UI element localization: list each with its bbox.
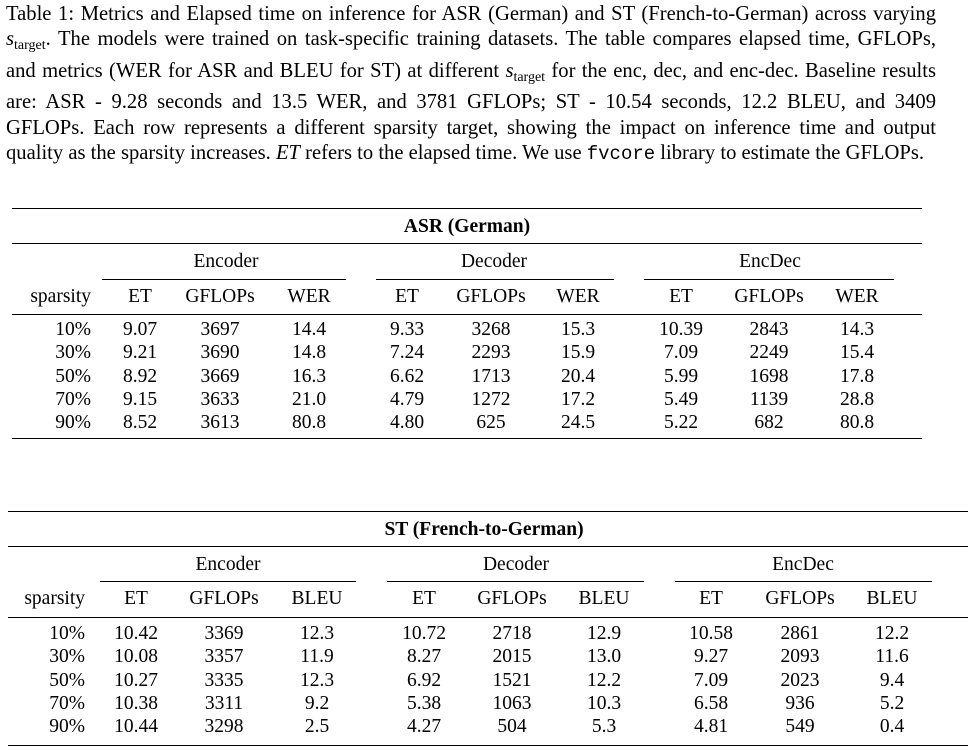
group-header-encdec: EncDec <box>739 251 801 272</box>
table-cell: 12.2 <box>874 623 910 644</box>
table-cell: 3697 <box>200 319 240 340</box>
table-cell: 8.52 <box>122 412 158 434</box>
table-cell: 5.49 <box>663 388 699 410</box>
table-cell-sparsity: 30% <box>55 342 91 364</box>
table-cell: 80.8 <box>291 412 327 434</box>
table-cell-sparsity: 50% <box>55 365 91 387</box>
table-cell: 3298 <box>204 716 244 738</box>
table-cell-sparsity: 90% <box>55 412 91 434</box>
table-cell-sparsity: 30% <box>49 646 85 668</box>
table-cell-sparsity: 70% <box>49 692 85 714</box>
table-cell: 7.09 <box>663 342 699 364</box>
table-cell: 549 <box>785 716 815 738</box>
table-cell: 5.99 <box>663 365 699 387</box>
column-header: ET <box>412 588 436 609</box>
column-header: ET <box>669 286 693 307</box>
column-header: WER <box>556 286 600 307</box>
table-cell: 13.0 <box>586 646 622 668</box>
table-cell: 2293 <box>471 342 511 364</box>
table-cell: 3335 <box>204 669 244 691</box>
table-cell: 9.33 <box>389 319 425 340</box>
table-cell: 3369 <box>204 623 244 644</box>
table-cell: 1698 <box>749 365 789 387</box>
group-cmidrule <box>100 581 356 582</box>
table-cell: 6.58 <box>693 692 729 714</box>
table-cell: 10.27 <box>114 669 158 691</box>
table-cell: 8.92 <box>122 365 158 387</box>
group-header-encoder: Encoder <box>193 251 259 272</box>
table-cell: 12.9 <box>586 623 622 644</box>
table-cell: 5.38 <box>406 692 442 714</box>
group-cmidrule <box>644 279 894 280</box>
table-cell-sparsity: 10% <box>49 623 85 644</box>
group-header-decoder: Decoder <box>460 251 528 272</box>
table-cell: 14.4 <box>291 319 327 340</box>
bottom-rule <box>8 745 968 746</box>
table-cell-sparsity: 10% <box>55 319 91 340</box>
table-cell: 4.81 <box>693 716 729 738</box>
table-cell: 9.15 <box>122 388 158 410</box>
table-cell-sparsity: 70% <box>55 388 91 410</box>
column-header: WER <box>835 286 879 307</box>
table-cell: 936 <box>785 692 815 714</box>
table-cell: 15.4 <box>839 342 875 364</box>
column-header: GFLOPs <box>185 286 255 307</box>
top-rule <box>12 208 922 209</box>
table-cell: 6.92 <box>406 669 442 691</box>
table-cell: 15.9 <box>560 342 596 364</box>
table-cell: 12.2 <box>586 669 622 691</box>
bottom-rule <box>12 438 922 439</box>
table-cell: 504 <box>497 716 527 738</box>
table-cell: 10.44 <box>114 716 158 738</box>
table-cell: 10.42 <box>114 623 158 644</box>
column-header: ET <box>124 588 148 609</box>
table-cell: 625 <box>476 412 506 434</box>
table-cell: 3268 <box>471 319 511 340</box>
group-cmidrule <box>387 581 644 582</box>
table-cell: 3669 <box>200 365 240 387</box>
group-header-decoder: Decoder <box>482 554 550 575</box>
column-header-sparsity: sparsity <box>24 588 85 609</box>
column-header-sparsity: sparsity <box>30 286 91 307</box>
table-cell: 9.21 <box>122 342 158 364</box>
group-cmidrule <box>102 279 346 280</box>
table-cell: 1272 <box>471 388 511 410</box>
table-cell: 9.4 <box>879 669 905 691</box>
table-cell: 12.3 <box>299 623 335 644</box>
table-cell: 682 <box>754 412 784 434</box>
table-cell: 5.22 <box>663 412 699 434</box>
table-cell: 3633 <box>200 388 240 410</box>
top-rule <box>8 511 968 512</box>
table-cell: 20.4 <box>560 365 596 387</box>
table-cell: 10.58 <box>689 623 733 644</box>
table-cell: 2.5 <box>304 716 330 738</box>
table-cell: 11.6 <box>875 646 909 668</box>
table-cell: 17.2 <box>560 388 596 410</box>
table-cell: 2718 <box>492 623 532 644</box>
table-cell: 2093 <box>780 646 820 668</box>
table-cell: 7.24 <box>389 342 425 364</box>
header-rule <box>12 314 922 315</box>
table-cell: 3690 <box>200 342 240 364</box>
table-cell: 3311 <box>204 692 244 714</box>
table-cell: 10.3 <box>586 692 622 714</box>
column-header: GFLOPs <box>456 286 526 307</box>
table-cell: 16.3 <box>291 365 327 387</box>
column-header: ET <box>128 286 152 307</box>
table-cell: 10.72 <box>402 623 446 644</box>
table-cell-sparsity: 90% <box>49 716 85 738</box>
table-caption: Table 1: Metrics and Elapsed time on inference for ASR (German) and ST (French-to-German) across varying $s_{target}$. The models were trained on task-specific training datasets. The table compares elapsed time, GFLOPs, and metrics (WER for ASR and BLEU for ST) at different $s_{target}$ for the enc, dec, and enc-dec. Baseline results are: ASR - 9.28 seconds and 13.5 WER, and 3781 GFLOPs; ST - 10.54 seconds, 12.2 BLEU, and 3409 GFLOPs. Each row represents a different sparsity target, showing the impact on inference time and output quality as the sparsity increases. ET refers to the elapsed time. We use fvcore library to estimate the GFLOPs. <box>6 3 936 166</box>
table-cell: 17.8 <box>839 365 875 387</box>
table-cell: 0.4 <box>879 716 905 738</box>
header-rule <box>8 617 968 618</box>
column-header: WER <box>287 286 331 307</box>
table-cell: 2249 <box>749 342 789 364</box>
table-cell: 9.07 <box>122 319 158 340</box>
column-header: BLEU <box>578 588 630 609</box>
group-header-encoder: Encoder <box>195 554 261 575</box>
table-cell: 14.8 <box>291 342 327 364</box>
table-cell: 80.8 <box>839 412 875 434</box>
caption-label: Table 1: <box>6 3 75 25</box>
table-cell: 1063 <box>492 692 532 714</box>
table-cell: 14.3 <box>839 319 875 340</box>
table-title: ST (French-to-German) <box>384 519 584 540</box>
table-cell: 6.62 <box>389 365 425 387</box>
column-header: GFLOPs <box>765 588 835 609</box>
column-header: ET <box>395 286 419 307</box>
column-header: ET <box>699 588 723 609</box>
table-cell: 3613 <box>200 412 240 434</box>
title-rule <box>12 243 922 244</box>
code-fvcore: fvcore <box>586 143 656 166</box>
column-header: BLEU <box>866 588 918 609</box>
group-cmidrule <box>675 581 932 582</box>
table-cell: 4.80 <box>389 412 425 434</box>
column-header: BLEU <box>291 588 343 609</box>
table-cell: 5.2 <box>879 692 905 714</box>
column-header: GFLOPs <box>477 588 547 609</box>
column-header: GFLOPs <box>189 588 259 609</box>
table-cell: 2861 <box>780 623 820 644</box>
column-header: GFLOPs <box>734 286 804 307</box>
table-cell: 2023 <box>780 669 820 691</box>
table-title: ASR (German) <box>403 216 531 237</box>
table-cell: 1713 <box>471 365 511 387</box>
table-cell: 10.39 <box>659 319 703 340</box>
table-cell: 4.79 <box>389 388 425 410</box>
table-cell: 8.27 <box>406 646 442 668</box>
table-cell: 10.38 <box>114 692 158 714</box>
table-cell: 9.2 <box>304 692 330 714</box>
table-cell: 7.09 <box>693 669 729 691</box>
table-cell: 21.0 <box>291 388 327 410</box>
table-cell: 24.5 <box>560 412 596 434</box>
table-cell: 1139 <box>749 388 789 410</box>
table-cell: 1521 <box>492 669 532 691</box>
table-cell: 11.9 <box>300 646 334 668</box>
title-rule <box>8 546 968 547</box>
table-cell: 2843 <box>749 319 789 340</box>
table-cell: 3357 <box>204 646 244 668</box>
table-cell-sparsity: 50% <box>49 669 85 691</box>
table-cell: 5.3 <box>591 716 617 738</box>
group-cmidrule <box>376 279 614 280</box>
table-cell: 15.3 <box>560 319 596 340</box>
table-cell: 2015 <box>492 646 532 668</box>
table-cell: 9.27 <box>693 646 729 668</box>
table-cell: 4.27 <box>406 716 442 738</box>
table-cell: 28.8 <box>839 388 875 410</box>
table-cell: 10.08 <box>114 646 158 668</box>
table-cell: 12.3 <box>299 669 335 691</box>
group-header-encdec: EncDec <box>772 554 834 575</box>
